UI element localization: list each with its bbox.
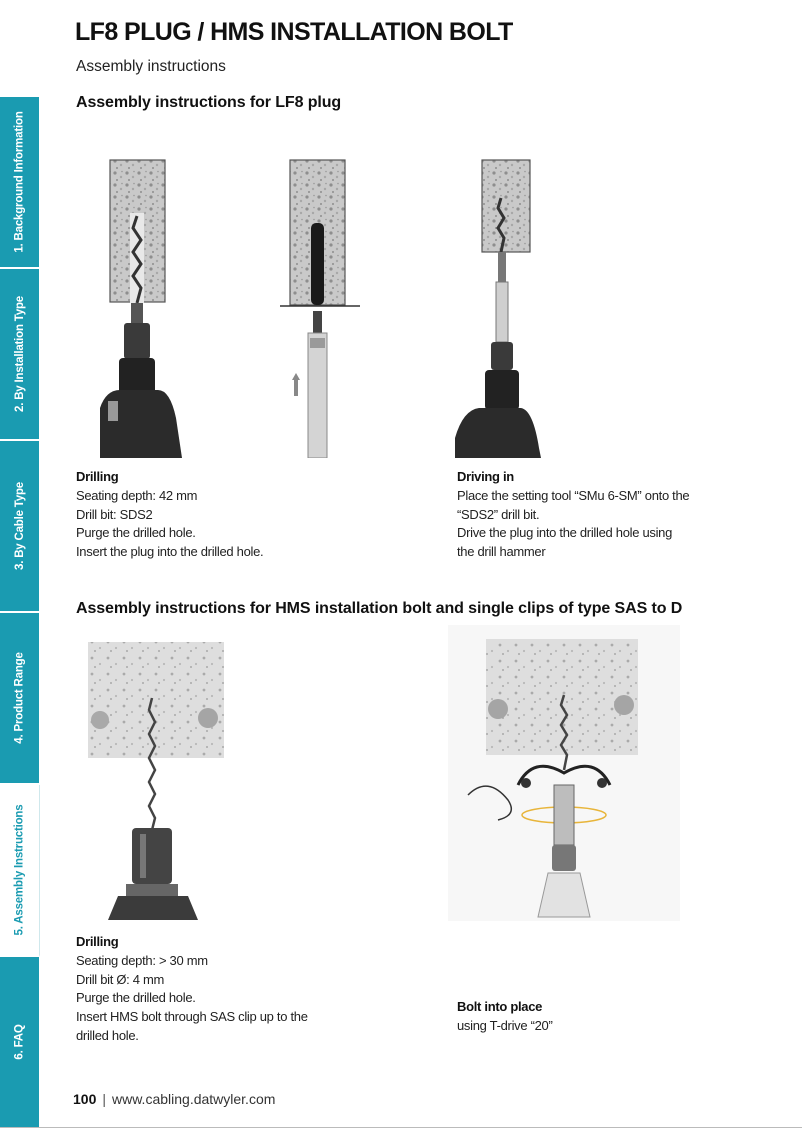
tab-label: 3. By Cable Type	[13, 482, 26, 570]
step-line: Purge the drilled hole.	[76, 990, 196, 1006]
page-subtitle: Assembly instructions	[76, 58, 226, 75]
lf8-drilling-illustration	[100, 158, 188, 458]
step-title: Drilling	[76, 469, 119, 484]
step-line: Seating depth: 42 mm	[76, 487, 198, 503]
hms-drilling-caption	[76, 933, 308, 1046]
lf8-drilling-caption	[76, 468, 263, 562]
step-line: Seating depth: > 30 mm	[76, 952, 208, 968]
hms-bolt-caption	[457, 998, 553, 1036]
hms-drilling-illustration	[88, 638, 236, 920]
page-title: LF8 PLUG / HMS INSTALLATION BOLT	[75, 18, 513, 46]
page-number: 100	[73, 1091, 97, 1107]
tab-label: 5. Assembly Instructions	[13, 804, 26, 936]
step-line: “SDS2” drill bit.	[457, 506, 540, 522]
tab-background-information[interactable]	[0, 97, 39, 269]
step-line: Drill bit Ø: 4 mm	[76, 971, 165, 987]
lf8-driving-in-illustration	[455, 158, 545, 458]
section-heading-lf8: Assembly instructions for LF8 plug	[76, 94, 342, 111]
tab-product-range[interactable]	[0, 613, 39, 785]
step-line: Drive the plug into the drilled hole using	[457, 525, 673, 541]
footer-separator: |	[102, 1091, 106, 1107]
step-line: Place the setting tool “SMu 6-SM” onto the	[457, 487, 690, 503]
section-heading-hms: Assembly instructions for HMS installation bolt and single clips of type SAS to D	[76, 600, 683, 617]
tab-by-cable-type[interactable]	[0, 441, 39, 613]
website-link[interactable]: www.cabling.datwyler.com	[112, 1091, 276, 1107]
step-line: Drill bit: SDS2	[76, 506, 153, 522]
step-title: Driving in	[457, 469, 514, 484]
bottom-rule	[0, 1127, 802, 1128]
lf8-driving-in-caption	[457, 468, 689, 562]
tab-label: 2. By Installation Type	[13, 296, 26, 412]
step-line: using T-drive “20”	[457, 1017, 553, 1033]
step-line: drilled hole.	[76, 1027, 139, 1043]
tab-assembly-instructions[interactable]	[0, 785, 40, 957]
step-line: Insert HMS bolt through SAS clip up to the	[76, 1009, 308, 1025]
side-navigation	[0, 97, 39, 1129]
tab-faq[interactable]	[0, 957, 39, 1129]
step-title: Bolt into place	[457, 999, 543, 1014]
step-title: Drilling	[76, 934, 119, 949]
step-line: Purge the drilled hole.	[76, 525, 196, 541]
tab-label: 1. Background Information	[13, 111, 26, 253]
page-footer	[73, 1091, 275, 1107]
step-line: the drill hammer	[457, 544, 546, 560]
tab-by-installation-type[interactable]	[0, 269, 39, 441]
step-line: Insert the plug into the drilled hole.	[76, 544, 264, 560]
tab-label: 4. Product Range	[13, 652, 26, 744]
tab-label: 6. FAQ	[13, 1024, 26, 1060]
hms-bolt-into-place-illustration	[448, 625, 680, 921]
lf8-plug-insertion-illustration	[280, 158, 360, 458]
